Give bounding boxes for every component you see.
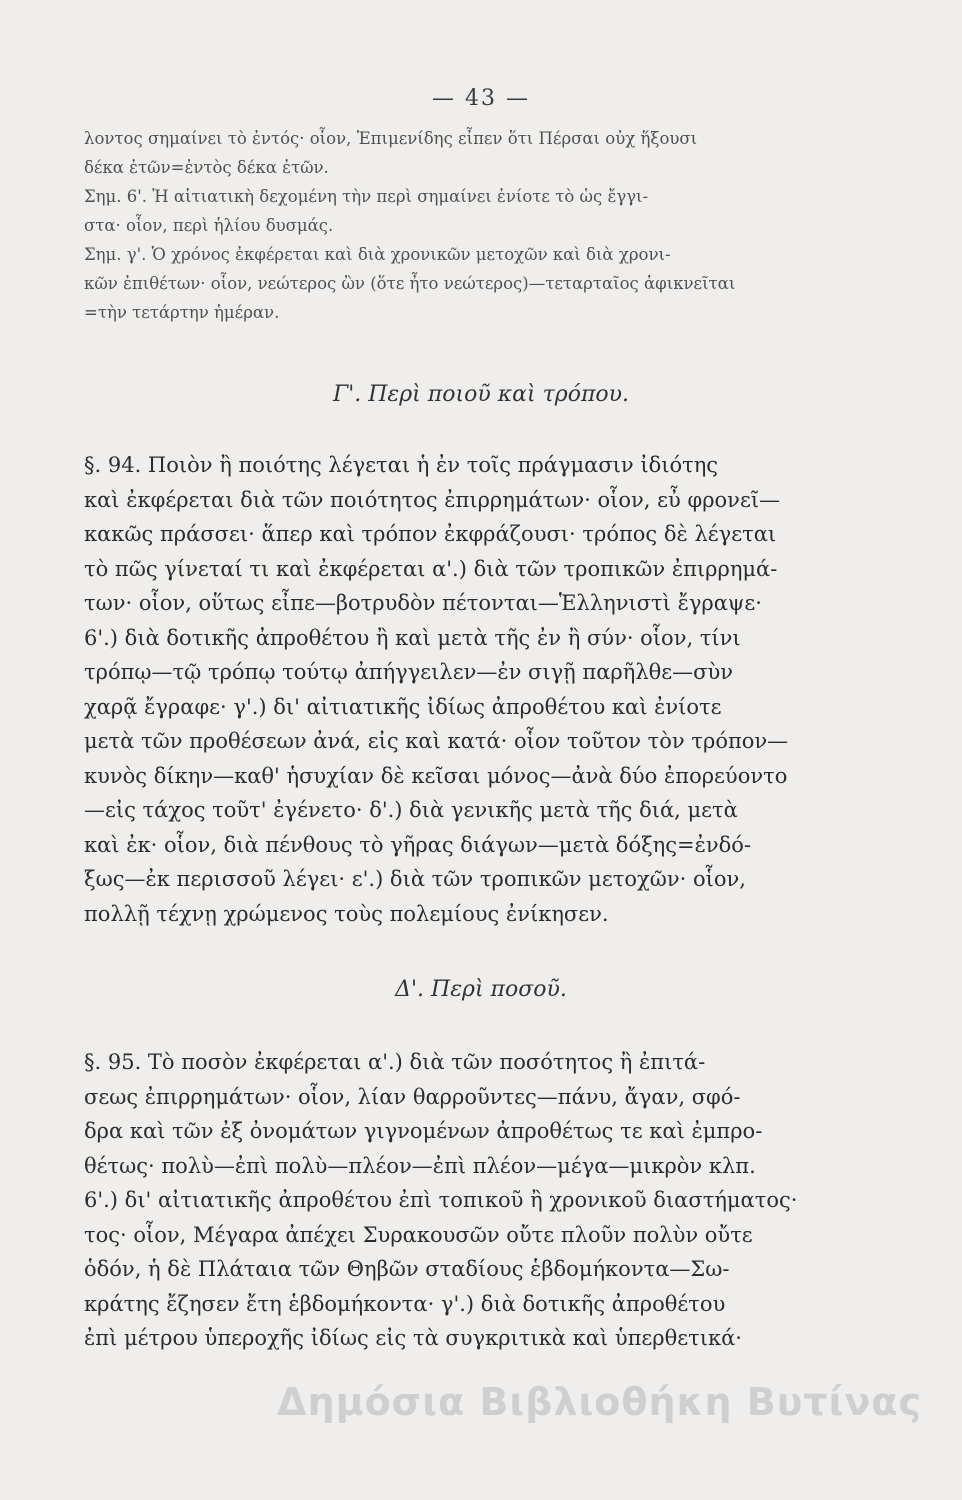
section-heading-gamma: Γ'. Περὶ ποιοῦ καὶ τρόπου. — [332, 382, 630, 407]
section-gamma-text-block — [84, 448, 892, 931]
text-line: =τὴν τετάρτην ἡμέραν. — [84, 303, 280, 322]
text-line: §. 94. Ποιὸν ἢ ποιότης λέγεται ἡ ἐν τοῖς πράγμασιν ἰδιότης — [84, 453, 719, 477]
section-delta-text-block — [84, 1045, 892, 1356]
library-watermark: Δημόσια Βιβλιοθήκη Βυτίνας — [277, 1380, 922, 1424]
text-line: §. 95. Τὸ ποσὸν ἐκφέρεται α'.) διὰ τῶν ποσότητος ἢ ἐπιτά- — [84, 1050, 706, 1074]
text-line: ξως—ἐκ περισσοῦ λέγει· ε'.) διὰ τῶν τροπικῶν μετοχῶν· οἷον, — [84, 867, 746, 891]
text-line: 6'.) διὰ δοτικῆς ἀπροθέτου ἢ καὶ μετὰ τῆς ἐν ἢ σύν· οἷον, τίνι — [84, 625, 741, 650]
text-line: μετὰ τῶν προθέσεων ἀνά, εἰς καὶ κατά· οἷον τοῦτον τὸν τρόπον— — [84, 729, 789, 753]
text-line: στα· οἷον, περὶ ἡλίου δυσμάς. — [84, 216, 334, 235]
section-heading-delta: Δ'. Περὶ ποσοῦ. — [395, 977, 567, 1002]
text-line: σεως ἐπιρρημάτων· οἷον, λίαν θαρροῦντες—πάνυ, ἄγαν, σφό- — [84, 1084, 741, 1109]
intro-text-block — [84, 124, 892, 327]
text-line: ἐπὶ μέτρου ὑπεροχῆς ἰδίως εἰς τὰ συγκριτικὰ καὶ ὑπερθετικά· — [84, 1326, 742, 1350]
text-line: —εἰς τάχος τοῦτ' ἐγένετο· δ'.) διὰ γενικῆς μετὰ τῆς διά, μετὰ — [84, 798, 738, 822]
text-line: χαρᾷ ἔγραφε· γ'.) δι' αἰτιατικῆς ἰδίως ἀπροθέτου καὶ ἐνίοτε — [84, 694, 722, 719]
text-line: κυνὸς δίκην—καθ' ἡσυχίαν δὲ κεῖσαι μόνος—ἀνὰ δύο ἐπορεύοντο — [84, 763, 788, 788]
text-line: ὁδόν, ἡ δὲ Πλάταια τῶν Θηβῶν σταδίους ἑβδομήκοντα—Σω- — [84, 1257, 730, 1281]
text-line: των· οἷον, οὕτως εἶπε—βοτρυδὸν πέτονται—Ἑλληνιστὶ ἔγραψε· — [84, 591, 762, 615]
text-line: τρόπῳ—τῷ τρόπῳ τούτῳ ἀπήγγειλεν—ἐν σιγῇ παρῆλθε—σὺν — [84, 660, 734, 684]
text-line: δρα καὶ τῶν ἐξ ὀνομάτων γιγνομένων ἀπροθέτως τε καὶ ἐμπρο- — [84, 1119, 763, 1143]
text-line: τος· οἷον, Μέγαρα ἀπέχει Συρακουσῶν οὔτε πλοῦν πολὺν οὔτε — [84, 1222, 753, 1247]
text-line: πολλῇ τέχνῃ χρώμενος τοὺς πολεμίους ἐνίκησεν. — [84, 901, 609, 926]
text-line: θέτως· πολὺ—ἐπὶ πολὺ—πλέον—ἐπὶ πλέον—μέγα—μικρὸν κλπ. — [84, 1153, 756, 1178]
text-line: καὶ ἐκφέρεται διὰ τῶν ποιότητος ἐπιρρημάτων· οἷον, εὖ φρονεῖ— — [84, 487, 781, 512]
text-line: Σημ. γ'. Ὁ χρόνος ἐκφέρεται καὶ διὰ χρονικῶν μετοχῶν καὶ διὰ χρονι- — [84, 245, 671, 264]
text-line: καὶ ἐκ· οἷον, διὰ πένθους τὸ γῆρας διάγων—μετὰ δόξης=ἐνδό- — [84, 832, 752, 857]
text-line: τὸ πῶς γίνεταί τι καὶ ἐκφέρεται α'.) διὰ τῶν τροπικῶν ἐπιρρημά- — [84, 556, 778, 581]
page-number: — 43 — — [432, 86, 530, 111]
text-line: Σημ. 6'. Ἡ αἰτιατικὴ δεχομένη τὴν περὶ σημαίνει ἐνίοτε τὸ ὡς ἔγγι- — [84, 187, 649, 206]
text-line: κῶν ἐπιθέτων· οἷον, νεώτερος ὢν (ὅτε ἦτο νεώτερος)—τεταρταῖος ἀφικνεῖται — [84, 274, 736, 293]
text-line: λοντος σημαίνει τὸ ἐντός· οἷον, Ἐπιμενίδης εἶπεν ὅτι Πέρσαι οὐχ ἥξουσι — [84, 129, 698, 148]
text-line: κακῶς πράσσει· ἅπερ καὶ τρόπον ἐκφράζουσι· τρόπος δὲ λέγεται — [84, 522, 777, 546]
text-line: 6'.) δι' αἰτιατικῆς ἀπροθέτου ἐπὶ τοπικοῦ ἢ χρονικοῦ διαστήματος· — [84, 1188, 798, 1212]
text-line: δέκα ἐτῶν=ἐντὸς δέκα ἐτῶν. — [84, 158, 329, 177]
text-line: κράτης ἔζησεν ἔτη ἑβδομήκοντα· γ'.) διὰ δοτικῆς ἀπροθέτου — [84, 1291, 726, 1316]
